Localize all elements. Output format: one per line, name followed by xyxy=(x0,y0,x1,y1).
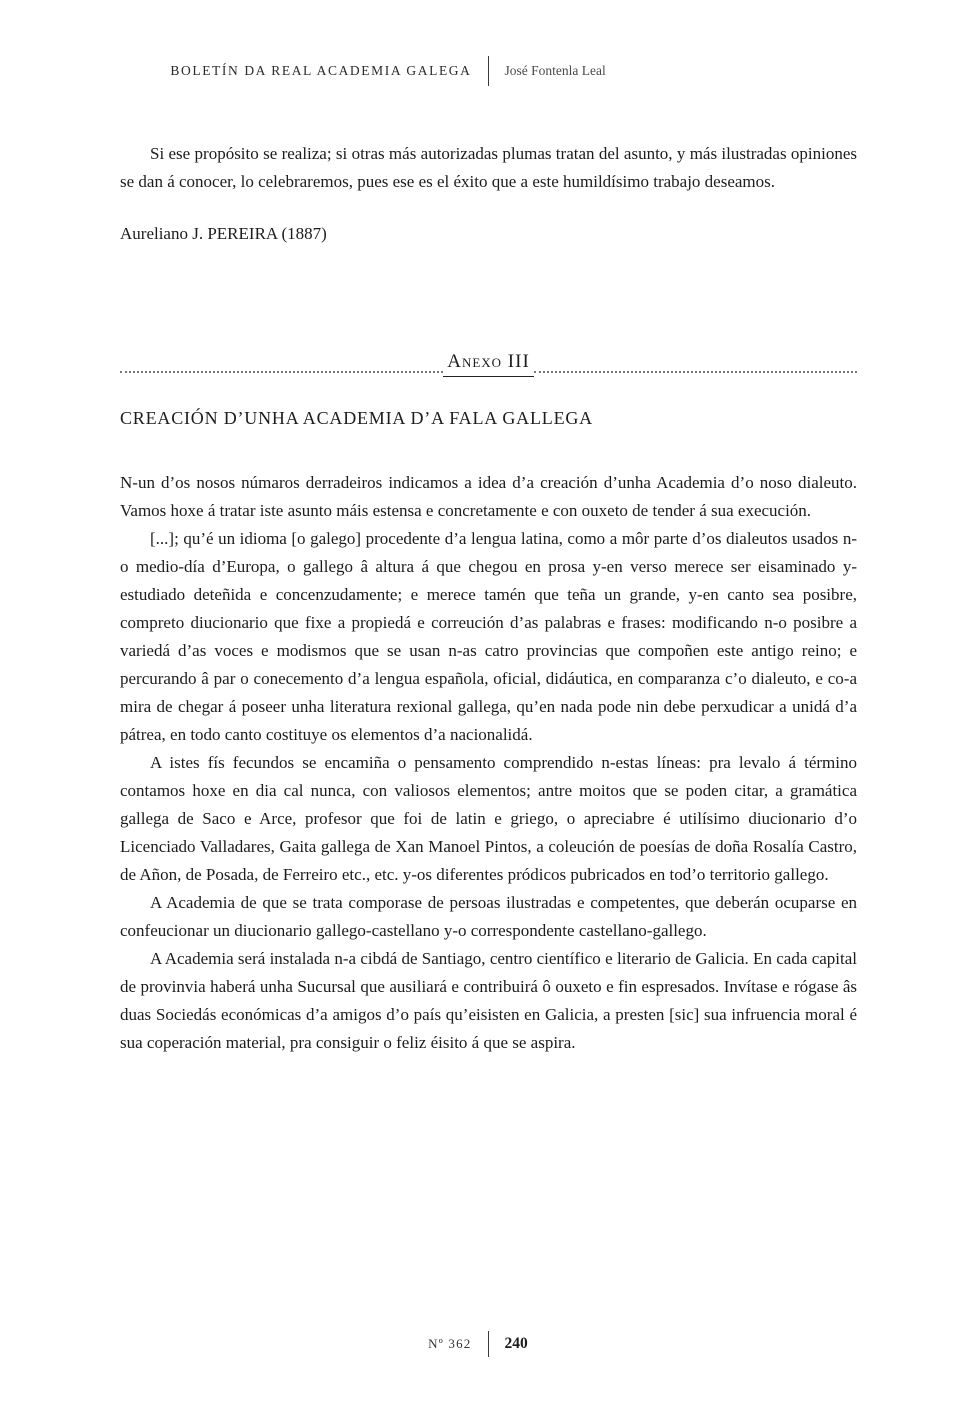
intro-paragraph: Si ese propósito se realiza; si otras más autorizadas plumas tratan del asunto, y más ilustradas opiniones se dan á conocer, lo celebraremos, pues ese es el éxito que a este humildísimo trabajo deseamos. xyxy=(120,144,857,191)
annex-heading xyxy=(120,348,857,377)
annex-paragraph: N-un d’os nosos númaros derradeiros indicamos a idea d’a creación d’unha Academia d’o noso dialeuto. Vamos hoxe á tratar iste asunto máis estensa e concretamente e con ouxeto de tender á sua execución. xyxy=(120,473,857,520)
dotted-rule-right xyxy=(534,371,857,373)
page-number: 240 xyxy=(488,1331,528,1357)
issue-number: Nº 362 xyxy=(428,1336,472,1351)
annex-label: Anexo III xyxy=(443,348,534,377)
page-body xyxy=(120,140,857,1057)
annex-paragraph: A Academia de que se trata comporase de persoas ilustradas e competentes, que deberán ocuparse en confeucionar un diucionario gallego-castellano y-o correspondente castellano-gallego. xyxy=(120,893,857,940)
annex-paragraph: [...]; qu’é un idioma [o galego] procedente d’a lengua latina, como a môr parte d’os dialeutos usados n-o medio-día d’Europa, o gallego â altura á que chegou en prosa y-en verso merece ser eisaminado y-estudiado deteñida e concenzudamente; e merece tamén que teña un grande, y-en canto sea posibre, compreto diucionario que fixe a propiedá e correución d’as palabras e frases: modificando n-o posibre a variedá d’as voces e modismos que se usan n-as catro provincias que compoñen este antigo reino; e percurando â par o conecemento d’a lengua española, oficial, didáutica, en comparanza c’o dialeuto, e co-a mira de chegar á poseer unha literatura rexional gallega, qu’en nada pode nin debe perxudicar a unidá d’a pátrea, en todo canto costituye os elementos d’a nacionalidá. xyxy=(120,529,857,744)
page-footer xyxy=(0,1331,975,1357)
annex-paragraph: A istes fís fecundos se encamiña o pensamento comprendido n-estas líneas: pra levalo á término contamos hoxe en dia cal nunca, con valiosos elementos; antre moitos que se poden citar, a gramática gallega de Saco e Arce, profesor que foi de latin e griego, o apreciabre é utilísimo diucionario d’o Licenciado Valladares, Gaita gallega de Xan Manoel Pintos, a coleución de poesías de doña Rosalía Castro, de Añon, de Posada, de Ferreiro etc., etc. y-os diferentes pródicos pubricados en tod’o territorio gallego. xyxy=(120,753,857,884)
article-author: José Fontenla Leal xyxy=(488,56,606,86)
page-header xyxy=(0,56,975,86)
annex-body xyxy=(120,469,857,1057)
annex-title: CREACIÓN D’UNHA ACADEMIA D’A FALA GALLEGA xyxy=(120,408,593,428)
dotted-rule-left xyxy=(120,371,443,373)
author-signature: Aureliano J. PEREIRA (1887) xyxy=(120,224,327,243)
annex-paragraph: A Academia será instalada n-a cibdá de Santiago, centro científico e literario de Galicia. En cada capital de provinvia haberá unha Sucursal que ausiliará e contribuirá ô ouxeto e fin espresados. Invítase e rógase âs duas Sociedás económicas d’a amigos d’o país qu’eisisten en Galicia, a presten [sic] sua infruencia moral é sua coperación material, pra consiguir o feliz éisito á que se aspira. xyxy=(120,949,857,1052)
journal-title: BOLETÍN DA REAL ACADEMIA GALEGA xyxy=(170,63,472,78)
